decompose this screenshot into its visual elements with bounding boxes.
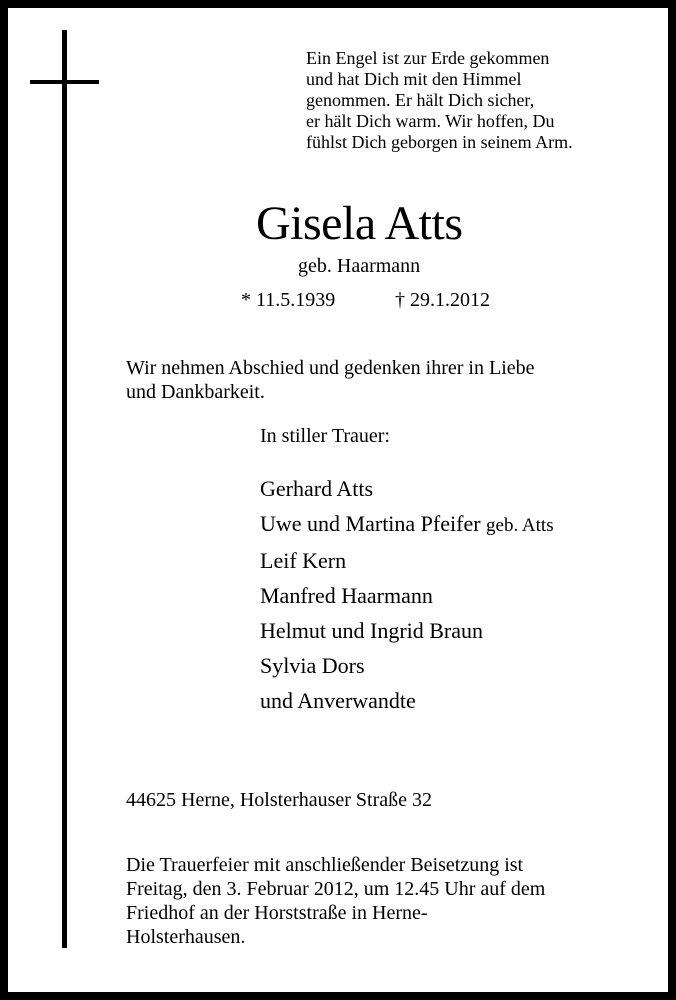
mourner-name: Uwe und Martina Pfeifer	[260, 511, 481, 536]
farewell-text	[126, 356, 535, 404]
service-line: Friedhof an der Horststraße in Herne-	[126, 902, 428, 924]
cross-icon	[62, 30, 67, 948]
address: 44625 Herne, Holsterhauser Straße 32	[126, 789, 433, 811]
farewell-line: und Dankbarkeit.	[126, 381, 265, 403]
mourner: Leif Kern	[260, 548, 347, 573]
poem-line: er hält Dich warm. Wir hoffen, Du	[306, 111, 555, 131]
death-date: † 29.1.2012	[395, 289, 490, 311]
service-line: Die Trauerfeier mit anschließender Beisetzung ist	[126, 854, 524, 876]
mourner: und Anverwandte	[260, 688, 416, 713]
poem	[306, 48, 573, 153]
mourners-heading: In stiller Trauer:	[260, 425, 390, 447]
maiden-name: geb. Haarmann	[298, 255, 421, 277]
poem-line: Ein Engel ist zur Erde gekommen	[306, 48, 550, 68]
service-line: Holsterhausen.	[126, 926, 246, 948]
service-line: Freitag, den 3. Februar 2012, um 12.45 Uhr auf dem	[126, 878, 546, 900]
birth-date: * 11.5.1939	[241, 289, 336, 311]
mourner	[260, 506, 554, 543]
mourner: Helmut und Ingrid Braun	[260, 618, 484, 643]
farewell-line: Wir nehmen Abschied und gedenken ihrer in Liebe	[126, 357, 535, 379]
mourner: Gerhard Atts	[260, 476, 374, 501]
poem-line: und hat Dich mit den Himmel	[306, 69, 522, 89]
deceased-name: Gisela Atts	[256, 197, 463, 250]
cross-bar	[30, 80, 99, 84]
mourner: Manfred Haarmann	[260, 583, 433, 608]
service-info	[126, 853, 545, 949]
mourner-suffix: geb. Atts	[486, 515, 554, 536]
mourners-list	[260, 471, 554, 718]
poem-line: fühlst Dich geborgen in seinem Arm.	[306, 132, 573, 152]
mourner: Sylvia Dors	[260, 653, 365, 678]
poem-line: genommen. Er hält Dich sicher,	[306, 90, 535, 110]
